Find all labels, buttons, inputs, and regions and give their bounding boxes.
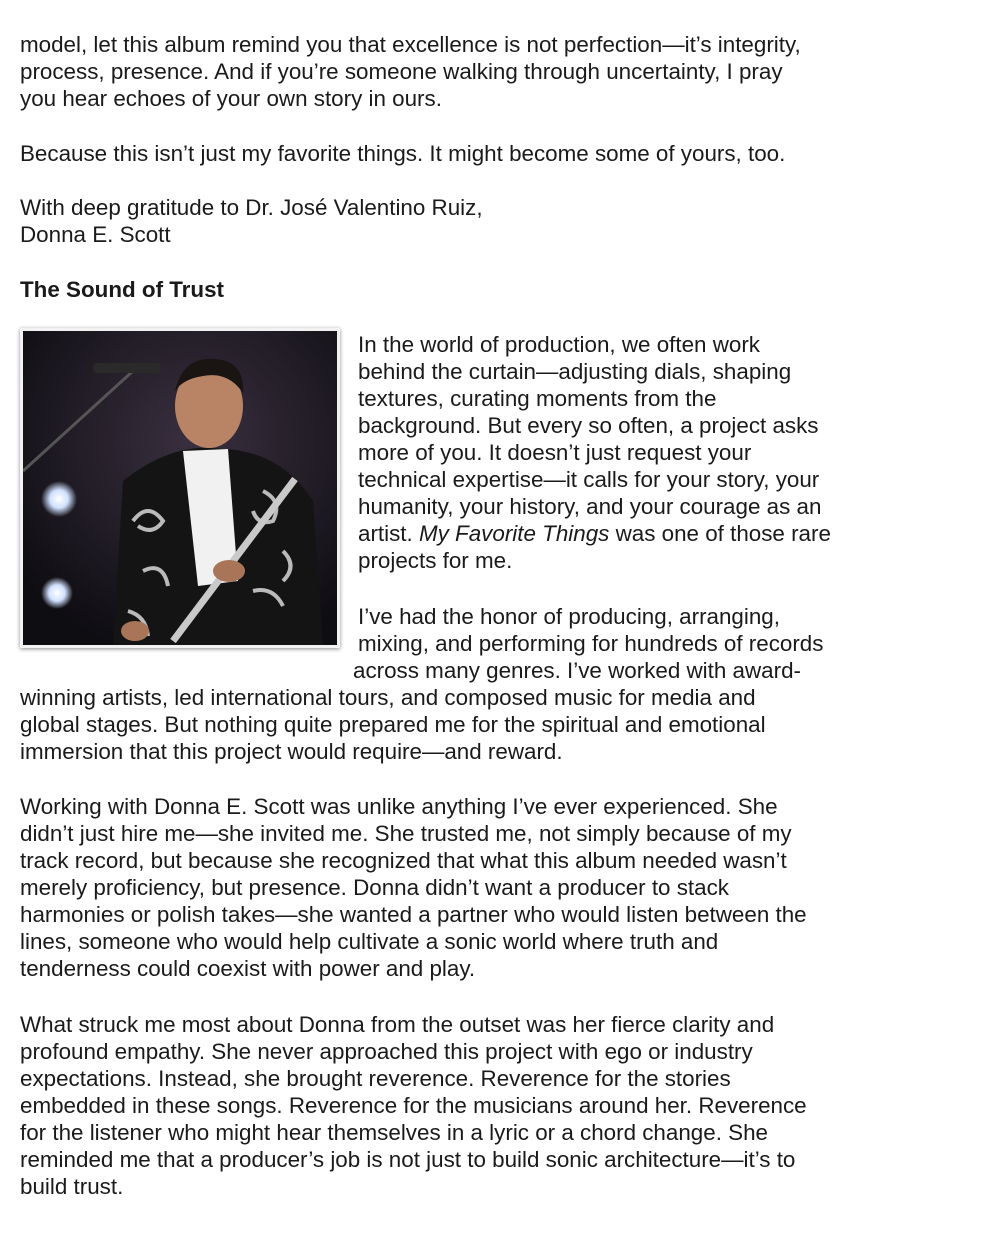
text-line: embedded in these songs. Reverence for the musicians around her. Reverence [20,1093,807,1118]
text-line: reminded me that a producer’s job is not just to build sonic architecture—it’s to [20,1147,796,1172]
text-line: textures, curating moments from the [358,386,717,411]
signoff-line: Donna E. Scott [20,222,171,247]
text-line: tenderness could coexist with power and play. [20,956,476,981]
text-line: What struck me most about Donna from the outset was her fierce clarity and [20,1012,775,1037]
text-line: I’ve had the honor of producing, arranging, [358,604,780,629]
text-line: for the listener who might hear themselves in a lyric or a chord change. She [20,1120,768,1145]
stage-light-icon [41,577,73,609]
text-line: In the world of production, we often work [358,332,761,357]
text-line: harmonies or polish takes—she wanted a partner who would listen between the [20,902,807,927]
text-line: model, let this album remind you that excellence is not perfection—it’s integrity, [20,32,801,57]
text-line: mixing, and performing for hundreds of records [358,631,824,656]
text-line: lines, someone who would help cultivate a sonic world where truth and [20,929,719,954]
section-heading: The Sound of Trust [20,277,224,302]
text-line: profound empathy. She never approached this project with ego or industry [20,1039,753,1064]
text-line: projects for me. [358,548,513,573]
text-line: build trust. [20,1174,124,1199]
performer-photo [20,328,340,648]
closing-line: Because this isn’t just my favorite things. It might become some of yours, too. [20,141,786,166]
text-line: humanity, your history, and your courage as an [358,494,822,519]
album-title: My Favorite Things [418,521,610,546]
microphone-icon [93,363,161,373]
text-line: immersion that this project would require—and reward. [20,739,563,764]
signoff [20,194,483,248]
paragraph-2-continued [20,684,766,765]
paragraph-4 [20,1011,807,1200]
text-span: artist. [358,521,419,546]
text-line: Working with Donna E. Scott was unlike anything I’ve ever experienced. She [20,794,778,819]
wrapped-paragraph-2 [353,603,824,684]
text-line: didn’t just hire me—she invited me. She trusted me, not simply because of my [20,821,792,846]
text-line: technical expertise—it calls for your story, your [358,467,820,492]
text-line: process, presence. And if you’re someone walking through uncertainty, I pray [20,59,783,84]
text-line: you hear echoes of your own story in ours. [20,86,442,111]
text-line: background. But every so often, a project asks [358,413,819,438]
text-line: global stages. But nothing quite prepared me for the spiritual and emotional [20,712,766,737]
text-line: more of you. It doesn’t just request your [358,440,752,465]
text-line [358,520,831,547]
paragraph-3 [20,793,807,982]
text-line: merely proficiency, but presence. Donna didn’t want a producer to stack [20,875,729,900]
text-line: winning artists, led international tours, and composed music for media and [20,685,756,710]
text-line: expectations. Instead, she brought reverence. Reverence for the stories [20,1066,731,1091]
text-span: was one of those rare [609,521,831,546]
text-line: across many genres. I’ve worked with award- [353,658,801,683]
wrapped-paragraph-1 [358,331,831,574]
text-line: track record, but because she recognized that what this album needed wasn’t [20,848,787,873]
stage-light-icon [41,481,77,517]
performer-illustration [23,331,337,645]
text-line: behind the curtain—adjusting dials, shaping [358,359,792,384]
signoff-line: With deep gratitude to Dr. José Valentino Ruiz, [20,195,483,220]
intro-paragraph [20,31,801,112]
